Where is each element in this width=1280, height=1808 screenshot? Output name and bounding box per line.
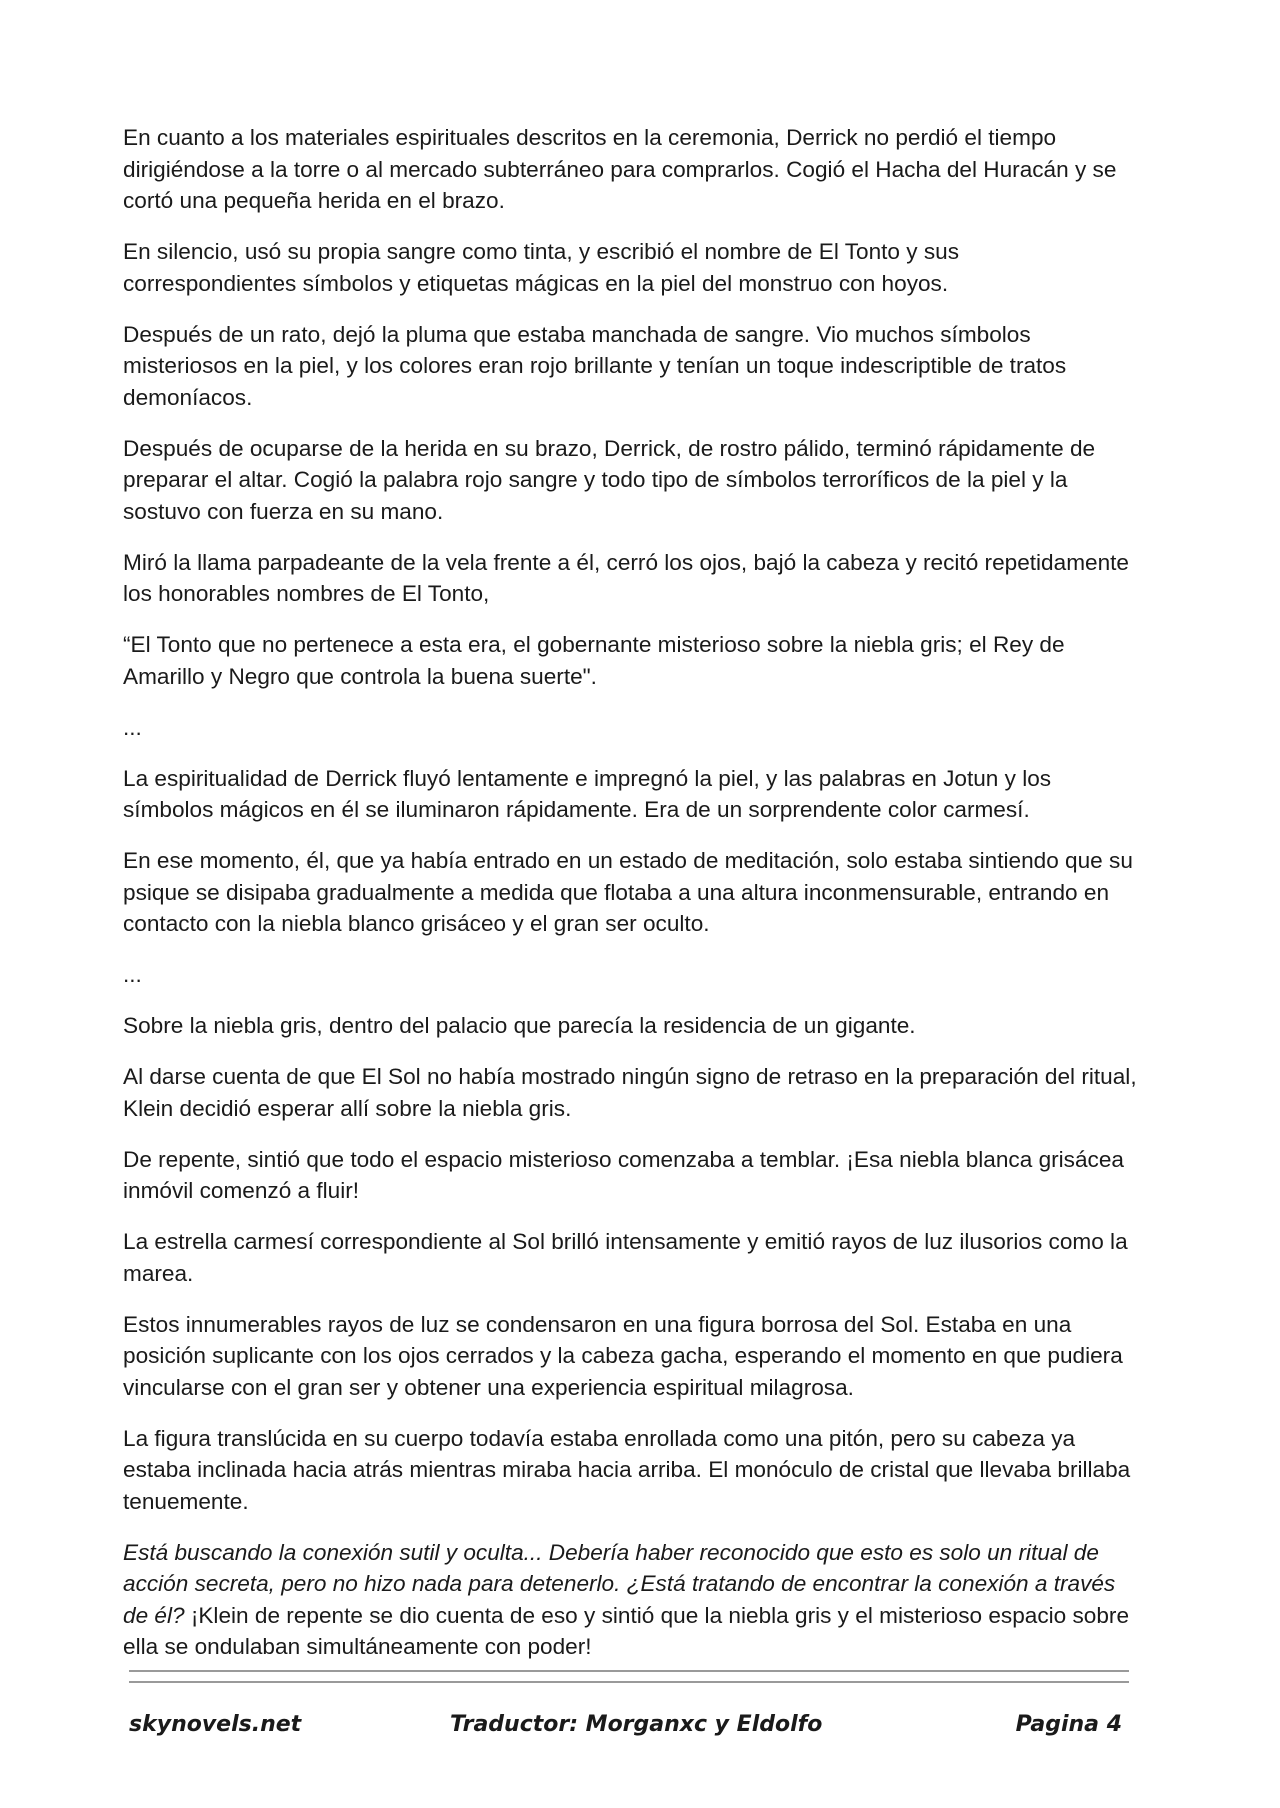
- text-segment: Después de un rato, dejó la pluma que estaba manchada de sangre. Vio muchos símbolos misteriosos en la piel, y los colores eran rojo brillante y tenían un toque indescriptible de tratos demoníacos.: [123, 321, 1067, 410]
- paragraph: [123, 1423, 1138, 1518]
- paragraph: [123, 433, 1138, 528]
- paragraph: [123, 629, 1138, 692]
- text-segment: “El Tonto que no pertenece a esta era, el gobernante misterioso sobre la niebla gris; el Rey de Amarillo y Negro que controla la buena suerte".: [123, 632, 1065, 689]
- footer-rule-top: [129, 1670, 1129, 1672]
- paragraph: [123, 1144, 1138, 1207]
- text-segment: Al darse cuenta de que El Sol no había mostrado ningún signo de retraso en la preparación del ritual, Klein decidió esperar allí sobre la niebla gris.: [123, 1064, 1137, 1121]
- text-segment: Sobre la niebla gris, dentro del palacio que parecía la residencia de un gigante.: [123, 1013, 916, 1038]
- text-segment: La figura translúcida en su cuerpo todavía estaba enrollada como una pitón, pero su cabeza ya estaba inclinada hacia atrás mientras miraba hacia arriba. El monóculo de cristal que llevaba brillaba tenuemente.: [123, 1425, 1131, 1514]
- paragraph: [123, 319, 1138, 414]
- text-segment: Estos innumerables rayos de luz se condensaron en una figura borrosa del Sol. Estaba en una posición suplicante con los ojos cerrados y la cabeza gacha, esperando el momento en que pudiera vincularse con el gran ser y obtener una experiencia espiritual milagrosa.: [123, 1311, 1123, 1400]
- text-segment: ...: [123, 962, 142, 987]
- paragraph: [123, 1226, 1138, 1289]
- paragraph: [123, 959, 1138, 991]
- footer-site: skynovels.net: [129, 1712, 302, 1737]
- body-text: [123, 122, 1138, 1682]
- paragraph: [123, 1309, 1138, 1404]
- italic-text-segment: Está buscando la conexión sutil y oculta... Debería haber reconocido que esto es solo un ritual de acción secreta, pero no hizo nada para detenerlo. ¿Está tratando de encontrar la conexión a través de él?: [123, 1539, 1116, 1628]
- paragraph: [123, 236, 1138, 299]
- text-segment: Después de ocuparse de la herida en su brazo, Derrick, de rostro pálido, terminó rápidamente de preparar el altar. Cogió la palabra rojo sangre y todo tipo de símbolos terroríficos de la piel y la sostuvo con fuerza en su mano.: [123, 435, 1096, 524]
- paragraph: [123, 763, 1138, 826]
- text-segment: Miró la llama parpadeante de la vela frente a él, cerró los ojos, bajó la cabeza y recitó repetidamente los honorables nombres de El Tonto,: [123, 549, 1129, 606]
- text-segment: En ese momento, él, que ya había entrado en un estado de meditación, solo estaba sintiendo que su psique se disipaba gradualmente a medida que flotaba a una altura inconmensurable, entrando en contacto con la niebla blanco grisáceo y el gran ser oculto.: [123, 848, 1133, 936]
- text-segment: De repente, sintió que todo el espacio misterioso comenzaba a temblar. ¡Esa niebla blanca grisácea inmóvil comenzó a fluir!: [123, 1146, 1124, 1203]
- text-segment: ...: [123, 714, 142, 740]
- paragraph: [123, 845, 1138, 940]
- paragraph: [123, 712, 1138, 744]
- paragraph: [123, 547, 1138, 610]
- paragraph: [123, 1537, 1138, 1663]
- footer-page-number: Pagina 4: [1015, 1712, 1122, 1737]
- footer-divider: [129, 1670, 1129, 1684]
- paragraph: [123, 122, 1138, 217]
- text-segment: La espiritualidad de Derrick fluyó lentamente e impregnó la piel, y las palabras en Jotun y los símbolos mágicos en él se iluminaron rápidamente. Era de un sorprendente color carmesí.: [123, 765, 1052, 822]
- footer-translator: Traductor: Morganxc y Eldolfo: [450, 1712, 823, 1737]
- text-segment: En cuanto a los materiales espirituales descritos en la ceremonia, Derrick no perdió el tiempo dirigiéndose a la torre o al mercado subterráneo para comprarlos. Cogió el Hacha del Huracán y se cortó una pequeña herida en el brazo.: [123, 125, 1117, 213]
- text-segment: La estrella carmesí correspondiente al Sol brilló intensamente y emitió rayos de luz ilusorios como la marea.: [123, 1229, 1128, 1286]
- text-segment: En silencio, usó su propia sangre como tinta, y escribió el nombre de El Tonto y sus correspondientes símbolos y etiquetas mágicas en la piel del monstruo con hoyos.: [123, 239, 959, 296]
- footer-rule-bottom: [129, 1681, 1129, 1683]
- paragraph: [123, 1010, 1138, 1042]
- text-segment: ¡Klein de repente se dio cuenta de eso y sintió que la niebla gris y el misterioso espacio sobre ella se ondulaban simultáneamente con poder!: [123, 1602, 1130, 1659]
- paragraph: [123, 1061, 1138, 1124]
